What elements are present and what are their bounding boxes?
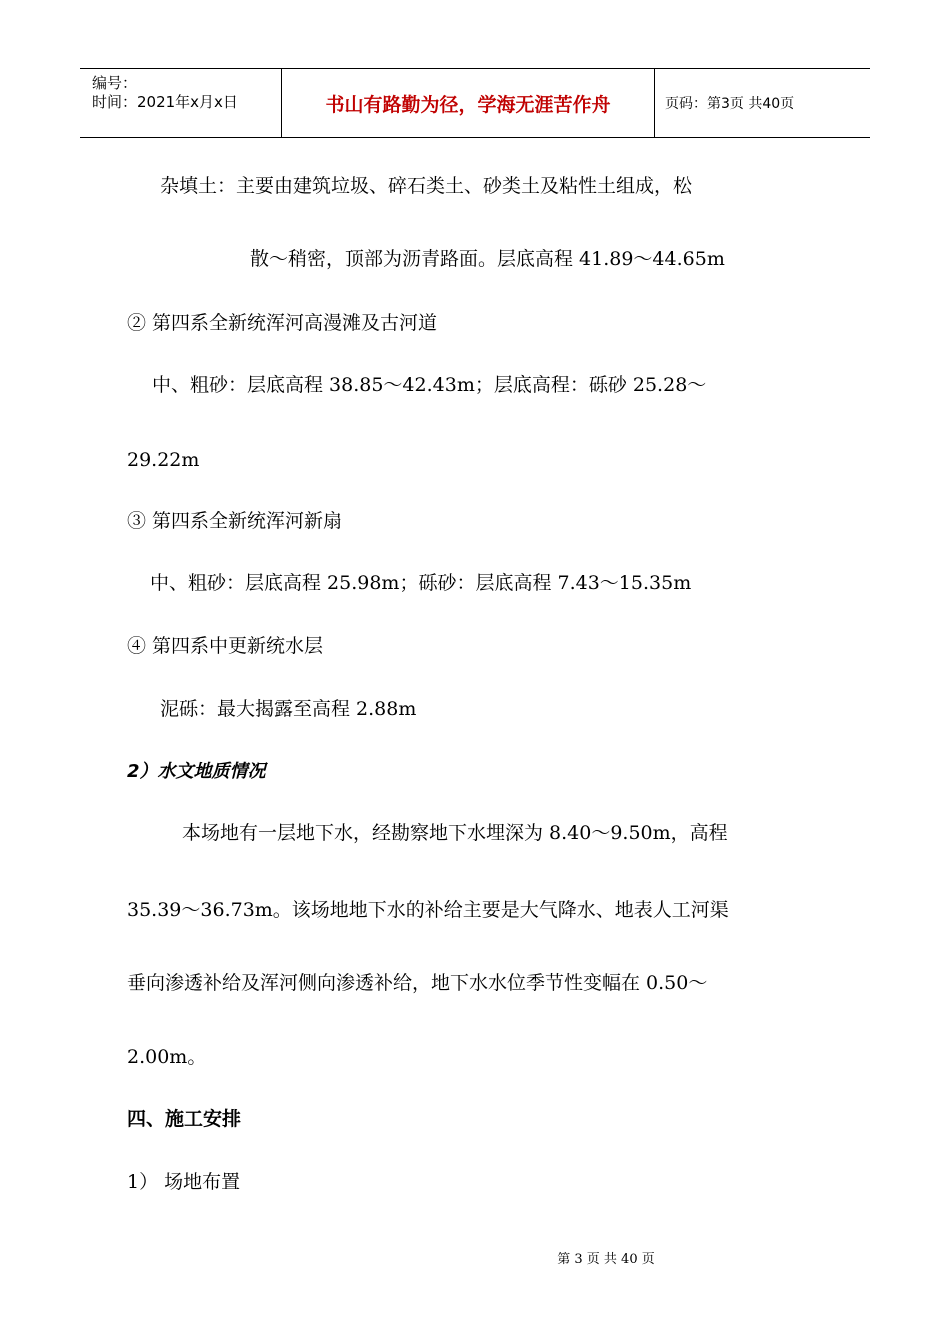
section-heading: 四、施工安排 — [127, 1108, 242, 1130]
list-item-heading: ④ 第四系中更新统水层 — [127, 635, 324, 657]
footer-page-number: 第 3 页 共 40 页 — [557, 1252, 655, 1267]
code-label: 编号： — [92, 74, 138, 92]
page-header — [80, 68, 870, 138]
header-motto: 书山有路勤为径，学海无涯苦作舟 — [325, 93, 611, 116]
page-footer — [0, 1248, 950, 1267]
list-item-heading: ② 第四系全新统浑河高漫滩及古河道 — [127, 312, 438, 334]
paragraph-line: 本场地有一层地下水，经勘察地下水埋深为 8.40～9.50m，高程 — [182, 822, 728, 844]
section-heading: 2）水文地质情况 — [127, 761, 266, 782]
header-page-info: 页码：第3页 共40页 — [665, 96, 795, 112]
paragraph-line: 35.39～36.73m。该场地地下水的补给主要是大气降水、地表人工河渠 — [127, 899, 729, 921]
paragraph-line: 29.22m — [127, 449, 200, 471]
paragraph-line: 杂填土：主要由建筑垃圾、碎石类土、砂类土及粘性土组成，松 — [160, 175, 693, 197]
paragraph-line: 2.00m。 — [127, 1046, 207, 1068]
paragraph-line: 垂向渗透补给及浑河侧向渗透补给，地下水水位季节性变幅在 0.50～ — [127, 972, 708, 994]
list-item-heading: ③ 第四系全新统浑河新扇 — [127, 510, 343, 532]
paragraph-line: 中、粗砂：层底高程 38.85～42.43m；层底高程：砾砂 25.28～ — [152, 374, 707, 396]
header-divider — [654, 69, 655, 137]
list-item: 1） 场地布置 — [127, 1171, 241, 1193]
header-meta — [80, 69, 280, 137]
paragraph-line: 泥砾：最大揭露至高程 2.88m — [160, 698, 417, 720]
date-label: 时间：2021年x月x日 — [92, 93, 238, 111]
paragraph-line: 散～稍密，顶部为沥青路面。层底高程 41.89～44.65m — [250, 248, 725, 270]
paragraph-line: 中、粗砂：层底高程 25.98m；砾砂：层底高程 7.43～15.35m — [150, 572, 692, 594]
